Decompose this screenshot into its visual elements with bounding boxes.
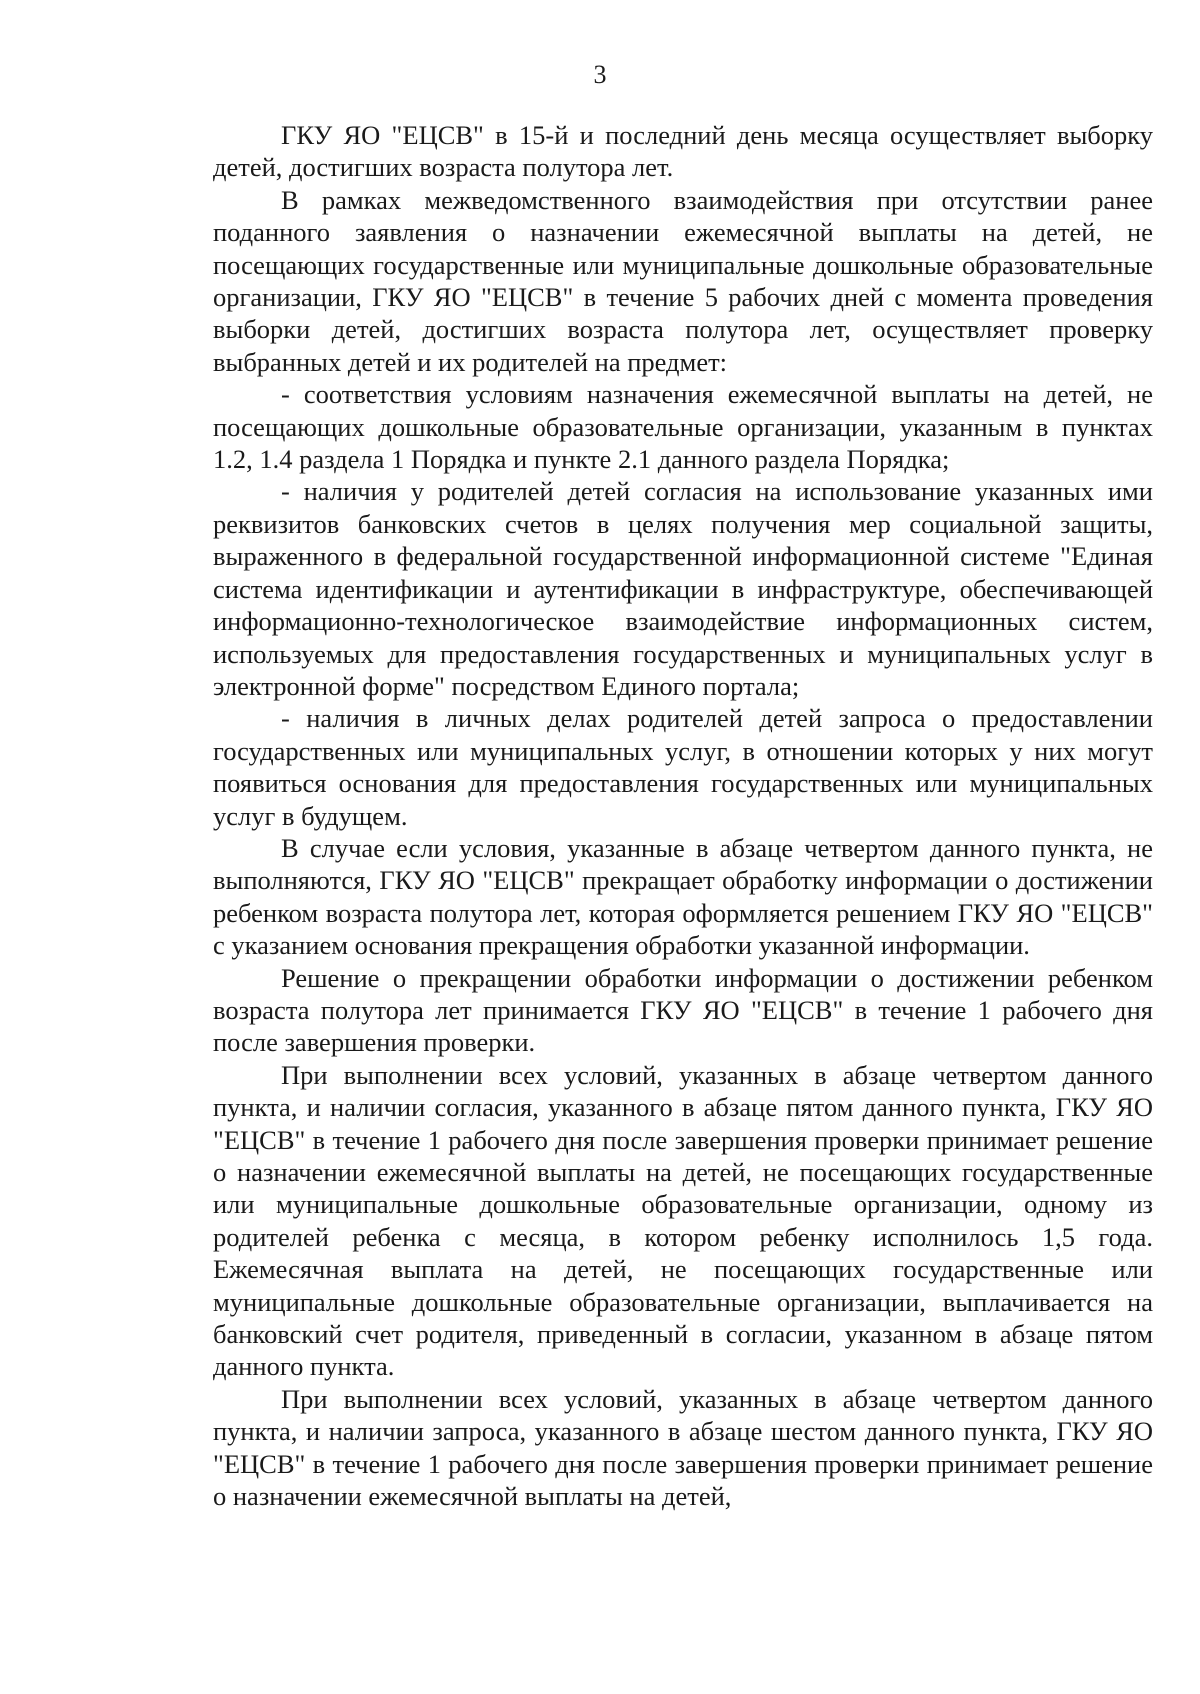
paragraph: Решение о прекращении обработки информации о достижении ребенком возраста полутора лет принимается ГКУ ЯО "ЕЦСВ" в течение 1 рабочего дня после завершения проверки. [213,962,1153,1058]
document-body [213,119,1153,1512]
page-number: 3 [593,60,607,89]
list-item-paragraph: - наличия в личных делах родителей детей запроса о предоставлении государственных или муниципальных услуг, в отношении которых у них могут появиться основания для предоставления государственных или муниципальных услуг в будущем. [213,703,1153,831]
paragraph: ГКУ ЯО "ЕЦСВ" в 15-й и последний день месяца осуществляет выборку детей, достигших возраста полутора лет. [213,120,1153,183]
paragraph: При выполнении всех условий, указанных в абзаце четвертом данного пункта, и наличии запроса, указанного в абзаце шестом данного пункта, ГКУ ЯО "ЕЦСВ" в течение 1 рабочего дня после завершения проверки принимает решение о назначении ежемесячной выплаты на детей, [213,1383,1153,1512]
paragraph: В случае если условия, указанные в абзаце четвертом данного пункта, не выполняются, ГКУ ЯО "ЕЦСВ" прекращает обработку информации о достижении ребенком возраста полутора лет, которая оформляется решением ГКУ ЯО "ЕЦСВ" с указанием основания прекращения обработки указанной информации. [213,832,1153,961]
paragraph: При выполнении всех условий, указанных в абзаце четвертом данного пункта, и наличии согласия, указанного в абзаце пятом данного пункта, ГКУ ЯО "ЕЦСВ" в течение 1 рабочего дня после завершения проверки принимает решение о назначении ежемесячной выплаты на детей, не посещающих государственные или муниципальные дошкольные образовательные организации, одному из родителей ребенка с месяца, в котором ребенку исполнилось 1,5 года. Ежемесячная выплата на детей, не посещающих государственные или муниципальные дошкольные образовательные организации, выплачивается на банковский счет родителя, приведенный в согласии, указанном в абзаце пятом данного пункта. [213,1059,1153,1382]
paragraph: В рамках межведомственного взаимодействия при отсутствии ранее поданного заявления о назначении ежемесячной выплаты на детей, не посещающих государственные или муниципальные дошкольные образовательные организации, ГКУ ЯО "ЕЦСВ" в течение 5 рабочих дней с момента проведения выборки детей, достигших возраста полутора лет, осуществляет проверку выбранных детей и их родителей на предмет: [213,184,1153,377]
list-item-paragraph: - соответствия условиям назначения ежемесячной выплаты на детей, не посещающих дошкольные образовательные организации, указанным в пунктах 1.2, 1.4 раздела 1 Порядка и пункте 2.1 данного раздела Порядка; [213,379,1153,475]
list-item-paragraph: - наличия у родителей детей согласия на использование указанных ими реквизитов банковских счетов в целях получения мер социальной защиты, выраженного в федеральной государственной информационной системе "Единая система идентификации и аутентификации в инфраструктуре, обеспечивающей информационно-технологическое взаимодействие информационных систем, используемых для предоставления государственных и муниципальных услуг в электронной форме" посредством Единого портала; [213,476,1153,701]
